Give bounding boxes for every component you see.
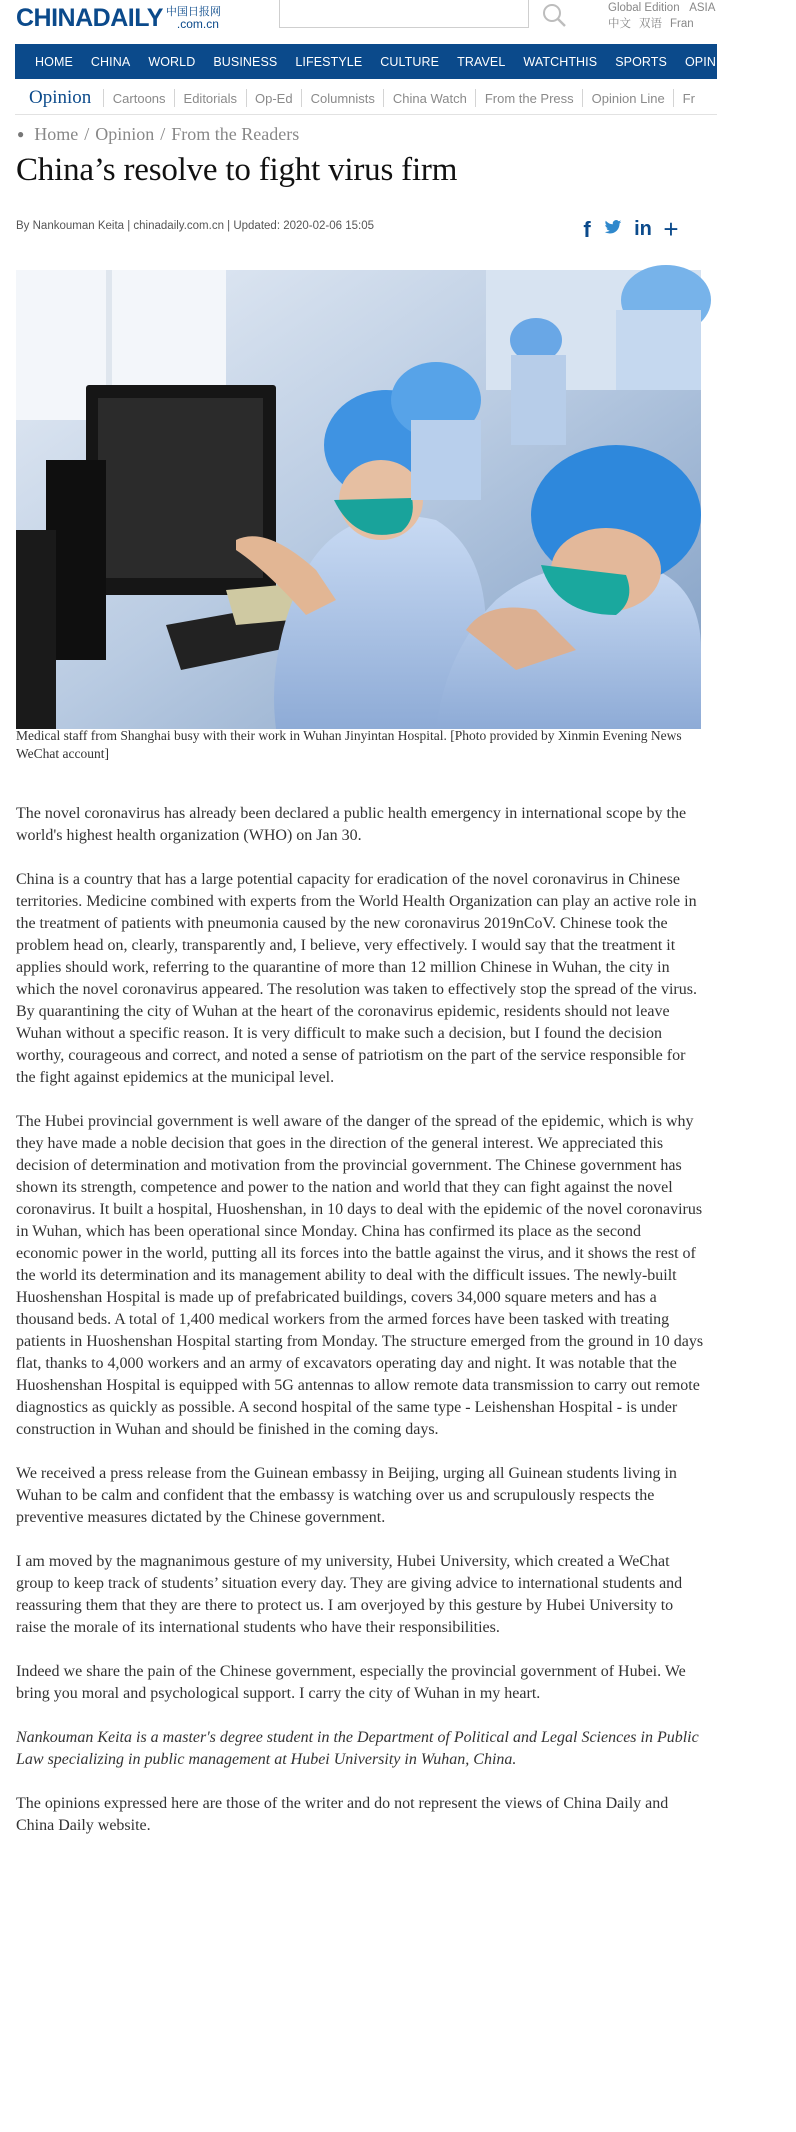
article-paragraph: China is a country that has a large potential capacity for eradication of the novel coronavirus in Chinese territories. Medicine combined with experts from the World Health Organization can play an active role in the treatment of patients with pneumonia caused by the new coronavirus 2019nCoV. Chinese took the problem head on, clearly, transparently and, I believe, very effectively. I would say that the treatment it applies should work, referring to the quarantine of more than 12 million Chinese in Wuhan, the city in which the novel coronavirus appeared. The resolution was taken to effectively stop the spread of the virus. By quarantining the city of Wuhan at the heart of the coronavirus epidemic, residents should not leave Wuhan without a specific reason. It is very difficult to make such a decision, but I found the decision worthy, courageous and correct, and noted a sense of patriotism on the part of the service responsible for the fight against epidemics at the municipal level. [16,871,697,1086]
breadcrumb-opinion[interactable]: Opinion [95,124,155,144]
article-paragraph: I am moved by the magnanimous gesture of my university, Hubei University, which created a WeChat group to keep track of students’ situation every day. They are giving advice to international students and reassuring them that they are there to protect us. I am overjoyed by this gesture by Hubei University to raise the morale of its international students who have their responsibilities. [16,1553,683,1636]
nav-item-china[interactable]: CHINA [90,54,131,69]
nav-item-sports[interactable]: SPORTS [615,54,667,69]
article-paragraph: The novel coronavirus has already been declared a public health emergency in international scope by the world's highest health organization (WHO) on Jan 30. [16,805,687,844]
nav-item-lifestyle[interactable]: LIFESTYLE [295,54,363,69]
nav-item-culture[interactable]: CULTURE [380,54,440,69]
author-bio: Nankouman Keita is a master's degree student in the Department of Political and Legal Sciences in Public Law specializing in public management at Hubei University in Wuhan, China. [16,1729,699,1768]
nav-item-regions[interactable]: REGI [756,54,788,69]
logo-wordmark: CHINADAILY [16,4,163,32]
subnav-item-op-ed[interactable]: Op-Ed [255,90,293,106]
article-body [16,803,706,1859]
nav-item-world[interactable]: WORLD [148,54,196,69]
article-paragraph: Indeed we share the pain of the Chinese government, especially the provincial government of Hubei. We bring you moral and psychological support. I carry the city of Wuhan in my heart. [16,1663,686,1702]
twitter-icon[interactable] [598,219,628,241]
site-logo[interactable] [16,6,219,30]
disclaimer: The opinions expressed here are those of the writer and do not represent the views of China Daily and China Daily website. [16,1795,669,1834]
photo-caption: Medical staff from Shanghai busy with their work in Wuhan Jinyintan Hospital. [Photo provided by Xinmin Evening News WeChat account] [16,728,682,761]
subnav-item-cartoons[interactable]: Cartoons [112,90,166,106]
section-title[interactable]: Opinion [29,87,92,108]
subnav-item-from-readers[interactable]: Fr [682,90,695,106]
share-bar [576,214,684,245]
photo-illustration [16,270,701,729]
nav-item-home[interactable]: HOME [35,54,73,69]
edition-asia[interactable]: ASIA [689,2,716,14]
breadcrumb-home[interactable]: Home [34,124,79,144]
nav-item-business[interactable]: BUSINESS [213,54,278,69]
logo-chinese: 中国日报网 [165,5,221,18]
breadcrumb-from-readers[interactable]: From the Readers [171,124,300,144]
subnav-item-opinion-line[interactable]: Opinion Line [591,90,665,106]
breadcrumb-separator: / [84,124,90,144]
more-share-icon[interactable]: + [663,214,679,244]
breadcrumb [17,124,299,145]
lang-french[interactable]: Fran [670,18,694,30]
bullet-icon: ● [17,127,25,141]
lang-bilingual[interactable]: 双语 [639,18,662,30]
article-title: China’s resolve to fight virus firm [16,152,458,188]
article-paragraph: The Hubei provincial government is well aware of the danger of the spread of the epidemic, which is why they have made a noble decision that goes in the direction of the general interest. We appreciated this decision of determination and motivation from the provincial government. The Chinese government has shown its strength, competence and power to the nation and world that they can fight against the novel coronavirus. It built a hospital, Huoshenshan, in 10 days to deal with the epidemic of the novel coronavirus in Wuhan, which has been operational since Monday. China has confirmed its place as the second economic power in the world, putting all its forces into the battle against the virus, and it shows the rest of the world its determination and its management ability to deal with the difficult issues. The newly-built Huoshenshan Hospital is made up of prefabricated buildings, covers 34,000 square meters and has a thousand beds. A total of 1,400 medical workers from the armed forces have been tasked with treating patients in Huoshenshan Hospital starting from Monday. The structure emerged from the ground in 10 days flat, thanks to 4,000 workers and an army of excavators operating day and night. It was notable that the Huoshenshan Hospital is equipped with 5G antennas to allow remote data transmission to carry out remote diagnostics as quickly as possible. A second hospital of the same type - Leishenshan Hospital - is under construction in Wuhan and should be finished in the coming days. [16,1113,704,1438]
edition-label[interactable]: Global Edition [608,2,680,14]
main-nav [15,44,788,79]
nav-item-watchthis[interactable]: WATCHTHIS [523,54,598,69]
linkedin-icon[interactable]: in [634,218,652,240]
subnav-item-china-watch[interactable]: China Watch [392,90,467,106]
edition-switcher [608,0,715,32]
subnav-item-columnists[interactable]: Columnists [310,90,375,106]
breadcrumb-separator: / [160,124,166,144]
nav-item-travel[interactable]: TRAVEL [457,54,506,69]
article-photo [16,270,701,729]
facebook-icon[interactable]: f [583,216,591,242]
section-subnav [15,82,717,115]
article-paragraph: We received a press release from the Guinean embassy in Beijing, urging all Guinean students living in Wuhan to be calm and confident that the embassy is watching over us and scrupulously respects the preventive measures dictated by the Chinese government. [16,1465,677,1526]
search-input[interactable] [279,0,529,28]
subnav-item-from-the-press[interactable]: From the Press [484,90,574,106]
lang-chinese[interactable]: 中文 [608,18,631,30]
search-icon[interactable] [541,2,567,28]
subnav-item-editorials[interactable]: Editorials [183,90,237,106]
nav-item-opinion[interactable]: OPINION [684,54,739,69]
top-bar [0,0,717,42]
article-byline: By Nankouman Keita | chinadaily.com.cn | Updated: 2020-02-06 15:05 [16,220,375,232]
logo-domain: .com.cn [176,17,219,31]
